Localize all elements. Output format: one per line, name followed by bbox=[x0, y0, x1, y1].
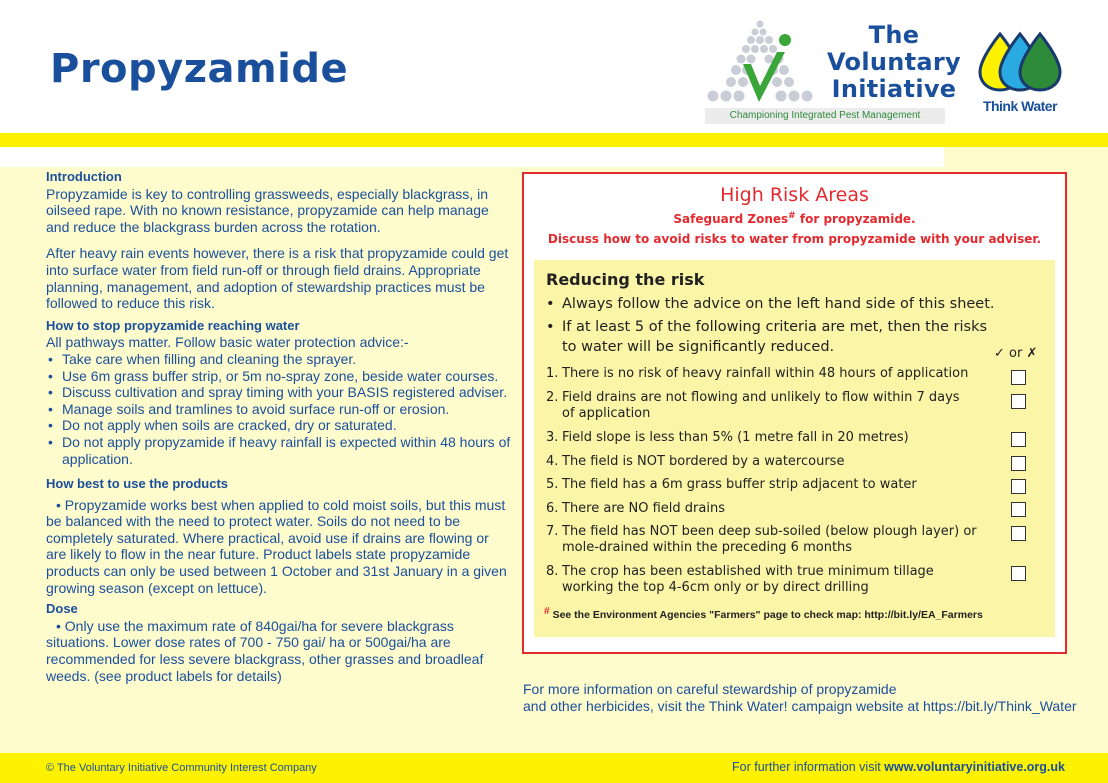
criterion-checkbox[interactable] bbox=[1011, 432, 1026, 447]
advice-bullet-1: • Always follow the advice on the left hand side of this sheet. bbox=[546, 296, 995, 312]
criterion-row: 3. Field slope is less than 5% (1 metre fall in 20 metres) bbox=[546, 430, 909, 445]
vi-line1: The bbox=[868, 21, 920, 49]
header-divider bbox=[0, 133, 1108, 147]
copyright: © The Voluntary Initiative Community Interest Company bbox=[46, 762, 317, 774]
list-item: • Take care when filling and cleaning the sprayer. bbox=[46, 351, 512, 368]
criterion-checkbox[interactable] bbox=[1011, 370, 1026, 385]
voluntary-initiative-logo bbox=[705, 18, 961, 124]
criterion-row: 5. The field has a 6m grass buffer strip adjacent to water bbox=[546, 477, 917, 492]
left-column bbox=[46, 167, 512, 684]
intro-paragraph-2: After heavy rain events however, there is a risk that propyzamide could get into surface water from field run-off or through field drains. Appropriate planning, management, and adoption of stewardship practices must be followed to reduce this risk. bbox=[46, 245, 509, 312]
stop-list bbox=[46, 351, 512, 467]
list-item: • Use 6m grass buffer strip, or 5m no-spray zone, beside water courses. bbox=[46, 368, 512, 385]
intro-paragraph-1: Propyzamide is key to controlling grassweeds, especially blackgrass, in oilseed rape. With no known resistance, propyzamide can help manage and reduce the blackgrass burden across the rotation. bbox=[46, 185, 489, 235]
best-text: • Propyzamide works best when applied to cold moist soils, but this must be balanced with the need to protect water. Soils do not need to be completely saturated. Where practical, avoid use if drains are flowing or are likely to flow in the near future. Product labels state propyzamide products can only be used between 1 October and 31st January in a given growing season (except on lettuce). bbox=[46, 496, 507, 596]
criterion-checkbox[interactable] bbox=[1011, 526, 1026, 541]
criterion-row: 8. The crop has been established with true minimum tillage working the top 4-6cm only or by direct drilling bbox=[546, 564, 934, 595]
vi-wordmark bbox=[827, 22, 961, 103]
criterion-row: 2. Field drains are not flowing and unlikely to flow within 7 days of application bbox=[546, 390, 960, 421]
header bbox=[0, 0, 1108, 133]
criterion-row: 1. There is no risk of heavy rainfall within 48 hours of application bbox=[546, 366, 969, 381]
criterion-checkbox[interactable] bbox=[1011, 566, 1026, 581]
criterion-row: 4. The field is NOT bordered by a watercourse bbox=[546, 454, 845, 469]
reducing-heading: Reducing the risk bbox=[546, 270, 705, 289]
more-info-line-2: and other herbicides, visit the Think Water! campaign website at https://bit.ly/Think_Water bbox=[523, 698, 1077, 714]
think-water-logo bbox=[974, 28, 1066, 118]
water-drops-icon bbox=[974, 28, 1066, 92]
criterion-row: 6. There are NO field drains bbox=[546, 501, 725, 516]
best-heading: How best to use the products bbox=[46, 476, 229, 492]
criterion-checkbox[interactable] bbox=[1011, 479, 1026, 494]
high-risk-panel bbox=[522, 172, 1067, 654]
criterion-checkbox[interactable] bbox=[1011, 394, 1026, 409]
vi-line3: Initiative bbox=[831, 75, 957, 103]
vi-dots-icon bbox=[705, 18, 815, 104]
vi-tagline: Championing Integrated Pest Management bbox=[705, 108, 945, 124]
tick-or-cross-header: ✓ or ✗ bbox=[994, 346, 1038, 361]
footer bbox=[0, 753, 1108, 783]
list-item: • Discuss cultivation and spray timing with your BASIS registered adviser. bbox=[46, 384, 512, 401]
criterion-row: 7. The field has NOT been deep sub-soiled (below plough layer) or mole-drained within the preceding 6 months bbox=[546, 524, 977, 555]
vi-line2: Voluntary bbox=[827, 48, 961, 76]
criterion-checkbox[interactable] bbox=[1011, 456, 1026, 471]
list-item: • Do not apply when soils are cracked, dry or saturated. bbox=[46, 417, 512, 434]
list-item: • Do not apply propyzamide if heavy rainfall is expected within 48 hours of application. bbox=[46, 434, 512, 467]
stop-lead: All pathways matter. Follow basic water protection advice:- bbox=[46, 334, 409, 351]
reducing-risk-panel bbox=[534, 260, 1055, 637]
white-strip bbox=[0, 147, 944, 167]
footnote: # See the Environment Agencies "Farmers" page to check map: http://bit.ly/EA_Farmers bbox=[544, 606, 983, 621]
more-info-line-1: For more information on careful stewardship of propyzamide bbox=[523, 681, 897, 697]
intro-heading: Introduction bbox=[46, 169, 122, 184]
website-link[interactable]: www.voluntaryinitiative.org.uk bbox=[884, 760, 1065, 774]
dose-text: • Only use the maximum rate of 840gai/ha for severe blackgrass situations. Lower dose rates of 700 - 750 gai/ ha or 500gai/ha are recommended for less severe blackgrass, other grasses and broadleaf weeds. (see product labels for details) bbox=[46, 617, 484, 684]
stop-heading: How to stop propyzamide reaching water bbox=[46, 317, 300, 333]
dose-heading: Dose bbox=[46, 601, 78, 617]
think-water-label: Think Water bbox=[982, 98, 1058, 114]
page-title: Propyzamide bbox=[50, 46, 349, 92]
risk-subtitle: Safeguard Zones# for propyzamide. bbox=[673, 211, 916, 226]
criterion-checkbox[interactable] bbox=[1011, 502, 1026, 517]
risk-subtitle-2: Discuss how to avoid risks to water from propyzamide with your adviser. bbox=[547, 232, 1042, 246]
list-item: • Manage soils and tramlines to avoid surface run-off or erosion. bbox=[46, 401, 512, 418]
advice-bullet-2: • If at least 5 of the following criteria are met, then the risks to water will be significantly reduced. bbox=[546, 319, 988, 355]
footer-info: For further information visit www.voluntaryinitiative.org.uk bbox=[732, 760, 1065, 774]
more-info bbox=[523, 681, 1077, 715]
risk-title: High Risk Areas bbox=[720, 184, 869, 206]
